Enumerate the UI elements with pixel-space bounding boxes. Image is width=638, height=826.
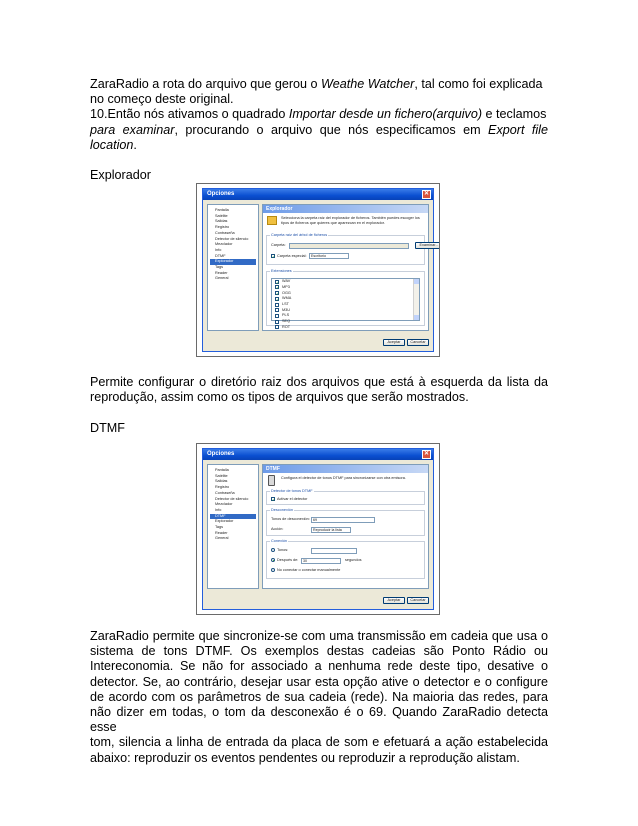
dtmf-screenshot [196,443,440,615]
options-window [202,188,439,352]
panel-description: Selecciona la carpeta raíz del explorador de ficheros. También puedes escoger los tipos de ficheros que quieres que aparezcan en el explorador. [281,216,420,225]
tree-item[interactable]: Satélite [215,473,228,478]
tree-item[interactable]: Explorador [215,519,234,524]
extension-label: WAV [282,279,291,284]
extension-checkbox[interactable] [275,325,279,329]
tonos-radio[interactable] [271,548,275,552]
extension-checkbox[interactable]: ✓ [276,279,280,285]
tonos-label: Tonos: [277,547,289,552]
tree-item[interactable]: Mezclador [215,502,233,507]
carpeta-especial-checkbox[interactable]: ✓ [272,254,276,259]
activar-detector-checkbox[interactable]: ✓ [272,497,276,502]
accept-button[interactable]: Aceptar [383,597,405,604]
text-emphasis: Export file [488,122,548,137]
explorador-panel [262,204,439,331]
input-value: 69 [313,517,317,522]
tree-item[interactable]: Info [215,507,222,512]
intro-line-3 [90,107,548,122]
tree-item[interactable]: Tags [215,265,224,270]
desconexion-group [266,510,425,536]
extension-checkbox[interactable] [275,308,279,312]
tree-item[interactable]: Pantalla [215,468,229,472]
folder-icon [267,216,277,225]
text-run: 10.Então nós ativamos o quadrado [90,107,289,122]
text-run: , procurando o arquivo que nós especificamos em [174,122,489,137]
dtmf-paragraph-line: sistema de tons DTMF. Os exemplos destas cadeias são Ponto Rádio ou [90,644,548,659]
tree-item[interactable]: DTMF [210,514,256,520]
no-conectar-label: No conectar o conectar manualmente [277,567,341,572]
dtmf-paragraph-line: detector. Se, ao contrário, desejar usar esta opção ative o detector e o configure [90,674,548,689]
panel-description: Configura el detector de tonos DTMF para sincronizarse con otra emisora. [281,476,406,480]
extension-label: ROT [282,324,291,329]
carpeta-especial-label: Carpeta especial: [277,253,307,258]
activar-detector-label: Activar el detector [277,496,308,501]
carpeta-label: Carpeta: [271,243,286,247]
dtmf-paragraph-line: de acordo com os parâmetros de sua cadeia (rede). Na maioria das redes, para [90,689,548,704]
select-value: Reproducir la lista [313,527,342,532]
detector-group [266,491,425,505]
extension-label: LST [282,301,289,306]
extension-checkbox[interactable]: ✓ [276,291,280,297]
segundos-label: segundos [345,557,362,562]
tree-item[interactable]: Contraseña [215,230,235,235]
tree-item[interactable]: Salidas [215,219,228,224]
heading-explorador: Explorador [90,168,151,182]
conexion-group [266,541,425,579]
text-run: ZaraRadio a rota do arquivo que gerou o [90,77,322,91]
accion-select[interactable] [311,527,351,533]
text-emphasis: Weathe Watcher [321,77,415,91]
intro-paragraph [90,77,548,153]
group-title: Carpeta raíz del árbol de ficheros [271,233,328,237]
accept-button[interactable]: Aceptar [383,339,405,346]
tree-item[interactable]: Tags [215,525,224,530]
intro-line-1 [90,77,548,92]
tonos-input[interactable] [311,548,357,554]
group-title: Detector de tonos DTMF [271,489,313,493]
tree-item[interactable]: Info [215,247,222,252]
despues-input[interactable] [301,558,341,564]
tree-item[interactable]: Mezclador [215,242,233,247]
text-emphasis: location [90,137,134,152]
extension-row [272,325,419,331]
explorador-screenshot [196,183,440,357]
extension-checkbox[interactable] [275,314,279,318]
extension-label: MP3 [282,284,290,289]
tree-item[interactable]: Registro [215,225,230,230]
window-titlebar [203,189,433,200]
despues-radio[interactable] [271,558,275,562]
extensions-group [266,269,425,329]
intro-line-5 [90,138,548,153]
tree-item[interactable]: Contraseña [215,490,235,495]
text-emphasis: para examinar [90,122,175,137]
options-tree [207,464,259,589]
dtmf-panel [262,464,429,589]
options-tree [207,204,259,331]
dtmf-paragraph [90,629,548,766]
phone-icon [268,475,275,486]
window-titlebar [203,449,433,460]
text-emphasis: Importar desde un fichero(arquivo) [288,107,483,122]
intro-line-4 [90,123,548,138]
group-title: Conexión [271,539,288,543]
root-folder-group [266,233,439,265]
dtmf-paragraph-line: ZaraRadio permite que sincronize-se com uma transmissão em cadeia que usa o [90,629,548,643]
panel-title: DTMF [263,465,428,473]
extension-checkbox[interactable]: ✓ [276,285,280,291]
accion-label: Acción: [271,527,284,531]
examinar-button[interactable]: Examinar... [415,242,440,249]
group-title: Extensiones [271,269,292,273]
dtmf-paragraph-line: Intereconomia. Se não for associado a nenhuma rede deste tipo, desative o [90,659,548,674]
tree-item[interactable]: General [215,276,229,281]
tree-item[interactable]: Reader [215,530,228,535]
carpeta-input[interactable] [289,243,409,249]
tree-item[interactable]: Detector de silencio [215,236,249,241]
window-title: Opciones [207,451,235,457]
list-scrollbar[interactable] [413,279,419,320]
options-window [202,448,434,610]
select-value: Escritorio [311,254,326,258]
extension-checkbox[interactable] [275,303,279,307]
tree-item[interactable]: Salidas [215,479,228,484]
tree-item[interactable]: General [215,536,229,541]
heading-dtmf: DTMF [90,421,125,435]
extension-label: M3U [282,307,291,312]
dtmf-paragraph-line: abaixo: reproduzir os eventos pendentes ou reproduzir a reprodução alistam. [90,750,520,765]
carpeta-especial-select[interactable] [309,253,349,259]
tree-item[interactable]: Pantalla [215,208,229,212]
tree-item[interactable]: Registro [215,485,230,490]
explorador-line-2: reprodução, assim como os tipos de arquivos que serão mostrados. [90,390,469,405]
panel-title: Explorador [263,205,428,213]
dtmf-paragraph-line: tom, silencia a linha de entrada da placa de som e efetuará a ação estabelecida [90,735,548,750]
explorador-paragraph [90,375,548,405]
input-value: 30 [303,558,307,563]
explorador-line-1: Permite configurar o diretório raiz dos arquivos que está à esquerda da lista da [90,375,548,389]
tree-item[interactable]: Explorador [210,259,256,265]
extension-checkbox[interactable]: ✓ [276,296,280,302]
close-icon[interactable]: ✕ [423,451,430,457]
tree-item[interactable]: Detector de silencio [215,496,249,501]
extension-label: SEQ [282,319,291,323]
extension-label: WMA [282,296,292,301]
window-title: Opciones [207,191,235,197]
group-title: Desconexión [271,508,293,512]
text-run: , tal como foi explicada [414,77,543,91]
cancel-button[interactable]: Cancelar [407,339,429,346]
extension-checkbox[interactable] [275,320,279,324]
tonos-desconexion-label: Tonos de desconexión: [271,517,310,521]
tree-item[interactable]: Reader [215,270,228,275]
text-run: e teclamos [482,107,547,122]
text-run: . [133,137,137,152]
despues-label: Después de: [277,557,299,562]
cancel-button[interactable]: Cancelar [407,597,429,604]
extension-label: OGG [282,290,291,295]
tonos-desconexion-input[interactable] [311,517,375,523]
extensions-list[interactable] [271,278,420,329]
dtmf-paragraph-line: não dizer em todas, o tom da desconexão é o 69. Quando ZaraRadio detecta esse [90,705,548,735]
extension-label: PLS [282,313,290,318]
no-conectar-radio[interactable] [271,568,275,572]
tree-item[interactable]: DTMF [215,253,226,258]
close-icon[interactable]: ✕ [423,191,430,197]
tree-item[interactable]: Satélite [215,213,228,218]
intro-line-2: no começo deste original. [90,92,234,107]
